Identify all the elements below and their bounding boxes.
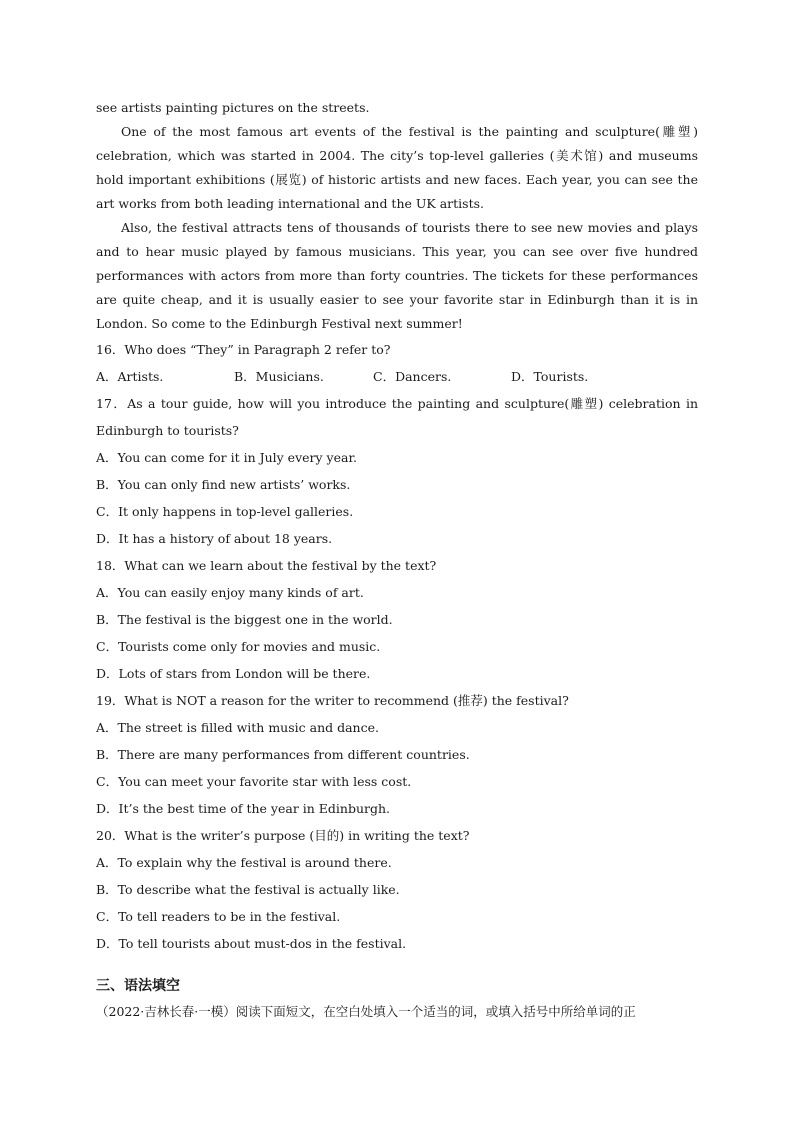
option: C．It only happens in top-level galleries. [96, 504, 354, 519]
document-page [96, 96, 698, 1025]
option: D．Tourists. [511, 369, 589, 384]
option: C．Dancers. [373, 369, 452, 384]
passage-paragraph: Also, the festival attracts tens of thousands of tourists there to see new movies and plays and to hear music played by famous musicians. This year, you can see over five hundred performances with actors from more than forty countries. The tickets for these performances are quite cheap, and it is usually easier to see your favorite star in Edinburgh than it is in London. So come to the Edinburgh Festival next summer! [96, 220, 698, 331]
option: A．To explain why the festival is around there. [96, 855, 392, 870]
passage-line: see artists painting pictures on the streets. [96, 100, 370, 115]
question-stem: 16．Who does “They” in Paragraph 2 refer to? [96, 342, 391, 357]
option: C．You can meet your favorite star with less cost. [96, 774, 412, 789]
option: B．Musicians. [234, 369, 324, 384]
section-heading: 三、语法填空 [96, 978, 180, 994]
option: A．The street is filled with music and dance. [96, 720, 379, 735]
option: A．Artists. [96, 369, 164, 384]
option: B．You can only find new artists’ works. [96, 477, 351, 492]
passage-paragraph: One of the most famous art events of the festival is the painting and sculpture(雕塑) celebration, which was started in 2004. The city’s top-level galleries (美术馆) and museums hold important exhibitions (展览) of historic artists and new faces. Each year, you can see the art works from both leading international and the UK artists. [96, 124, 698, 211]
option: A．You can come for it in July every year. [96, 450, 358, 465]
question-stem: 17．As a tour guide, how will you introduce the painting and sculpture(雕塑) celebration in Edinburgh to tourists? [96, 396, 698, 438]
option: D．Lots of stars from London will be there. [96, 666, 371, 681]
question-stem: 20．What is the writer’s purpose (目的) in writing the text? [96, 828, 470, 843]
section-intro: （2022·吉林长春·一模）阅读下面短文，在空白处填入一个适当的词，或填入括号中所给单词的正 [96, 1004, 636, 1019]
option: C．Tourists come only for movies and music. [96, 639, 381, 654]
options-row [96, 363, 698, 390]
option: B．The festival is the biggest one in the world. [96, 612, 393, 627]
question-stem: 19．What is NOT a reason for the writer to recommend (推荐) the festival? [96, 693, 569, 708]
option: C．To tell readers to be in the festival. [96, 909, 341, 924]
option: D．It’s the best time of the year in Edinburgh. [96, 801, 391, 816]
question-stem: 18．What can we learn about the festival by the text? [96, 558, 437, 573]
option: B．To describe what the festival is actually like. [96, 882, 400, 897]
option: D．It has a history of about 18 years. [96, 531, 333, 546]
option: D．To tell tourists about must-dos in the festival. [96, 936, 407, 951]
option: A．You can easily enjoy many kinds of art. [96, 585, 364, 600]
option: B．There are many performances from different countries. [96, 747, 470, 762]
